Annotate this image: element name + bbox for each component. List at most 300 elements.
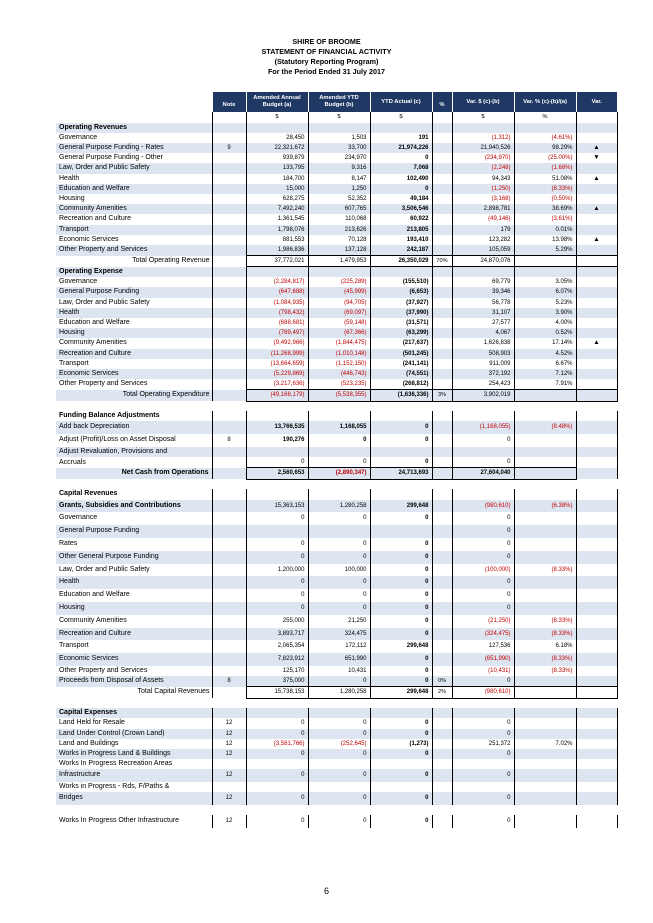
row-note — [212, 225, 246, 235]
row-amended-budget: 13,766,535 — [246, 421, 308, 434]
spacer-row — [56, 401, 617, 411]
table-row — [56, 338, 617, 348]
row-percent — [432, 576, 452, 589]
row-indicator — [576, 245, 617, 256]
row-variance-percent: (6.38%) — [514, 500, 576, 513]
row-ytd-budget: 0 — [308, 538, 370, 551]
row-amended-budget: 2,560,653 — [246, 468, 308, 479]
row-variance-percent: 6.18% — [514, 640, 576, 653]
row-percent — [432, 123, 452, 133]
row-amended-budget: 0 — [246, 589, 308, 602]
row-indicator — [576, 457, 617, 468]
row-ytd-actual: 299,648 — [370, 640, 432, 653]
row-ytd-budget — [308, 759, 370, 769]
row-ytd-budget: 70,128 — [308, 235, 370, 245]
row-variance-percent — [514, 687, 576, 698]
row-note — [212, 349, 246, 359]
row-percent — [432, 792, 452, 805]
row-ytd-actual: 0 — [370, 749, 432, 759]
row-amended-budget: (5,229,869) — [246, 369, 308, 379]
row-ytd-budget: 9,316 — [308, 163, 370, 173]
row-variance-amount: 69,779 — [452, 277, 514, 287]
row-variance-amount: (21,250) — [452, 615, 514, 628]
row-note: 12 — [212, 769, 246, 782]
row-note — [212, 369, 246, 379]
spacer-cell — [452, 805, 514, 815]
row-ytd-budget: 33,700 — [308, 143, 370, 153]
row-variance-amount — [452, 267, 514, 277]
row-variance-percent — [514, 782, 576, 792]
spacer-cell — [212, 698, 246, 708]
row-amended-budget: 37,772,021 — [246, 256, 308, 267]
row-indicator — [576, 602, 617, 615]
row-variance-percent: (8.33%) — [514, 653, 576, 666]
total-row — [56, 390, 617, 401]
row-ytd-actual: (6,653) — [370, 287, 432, 297]
row-label: Health — [56, 308, 212, 318]
row-variance-amount: 123,282 — [452, 235, 514, 245]
row-label: Recreation and Culture — [56, 628, 212, 641]
row-ytd-actual: 7,068 — [370, 163, 432, 173]
row-note — [212, 328, 246, 338]
table-header-row — [56, 92, 617, 112]
table-row — [56, 298, 617, 308]
row-amended-budget: 939,879 — [246, 153, 308, 163]
row-ytd-actual: (501,245) — [370, 349, 432, 359]
row-variance-percent — [514, 769, 576, 782]
row-note — [212, 308, 246, 318]
row-amended-budget: 15,738,153 — [246, 687, 308, 698]
row-label: Health — [56, 576, 212, 589]
table-body — [56, 112, 617, 828]
spacer-cell — [212, 401, 246, 411]
row-variance-percent — [514, 411, 576, 421]
row-amended-budget: 1,200,000 — [246, 564, 308, 577]
row-variance-percent: 17.14% — [514, 338, 576, 348]
header-label-blank — [56, 92, 212, 112]
row-ytd-actual: 193,410 — [370, 235, 432, 245]
spacer-cell — [576, 698, 617, 708]
row-label: Economic Services — [56, 235, 212, 245]
row-variance-amount — [452, 708, 514, 718]
row-percent — [432, 666, 452, 676]
row-variance-percent: 4.00% — [514, 318, 576, 328]
row-percent — [432, 769, 452, 782]
spacer-cell — [370, 698, 432, 708]
row-ytd-actual: (74,551) — [370, 369, 432, 379]
row-ytd-budget: (1,010,148) — [308, 349, 370, 359]
row-label: Bridges — [56, 792, 212, 805]
row-indicator — [576, 576, 617, 589]
row-indicator — [576, 133, 617, 143]
row-ytd-actual: 0 — [370, 538, 432, 551]
row-label: Recreation and Culture — [56, 349, 212, 359]
table-row — [56, 153, 617, 163]
row-variance-percent — [514, 538, 576, 551]
row-note — [212, 235, 246, 245]
row-amended-budget: 22,321,672 — [246, 143, 308, 153]
row-ytd-actual: 0 — [370, 769, 432, 782]
variance-up-icon: ▲ — [576, 204, 617, 214]
row-ytd-budget: 1,479,953 — [308, 256, 370, 267]
row-label: Education and Welfare — [56, 318, 212, 328]
row-variance-percent — [514, 489, 576, 499]
row-percent — [432, 489, 452, 499]
row-label: Other Property and Services — [56, 666, 212, 676]
row-ytd-budget: 110,068 — [308, 214, 370, 224]
row-label: Operating Revenues — [56, 123, 212, 133]
row-percent — [432, 411, 452, 421]
row-amended-budget: (789,497) — [246, 328, 308, 338]
row-ytd-budget: 0 — [308, 729, 370, 739]
row-amended-budget — [246, 759, 308, 769]
table-row — [56, 174, 617, 184]
row-label: Net Cash from Operations — [56, 468, 212, 479]
row-ytd-budget: 0 — [308, 457, 370, 468]
table-row — [56, 589, 617, 602]
row-label: Transport — [56, 640, 212, 653]
table-row — [56, 576, 617, 589]
row-variance-percent: (3.61%) — [514, 214, 576, 224]
row-indicator — [576, 792, 617, 805]
row-note — [212, 163, 246, 173]
row-variance-percent — [514, 589, 576, 602]
table-row — [56, 434, 617, 447]
row-label: Add back Depreciation — [56, 421, 212, 434]
row-ytd-budget: 1,503 — [308, 133, 370, 143]
row-variance-percent: (4.61%) — [514, 133, 576, 143]
row-amended-budget — [246, 447, 308, 457]
row-indicator — [576, 615, 617, 628]
row-amended-budget: 0 — [246, 457, 308, 468]
table-row — [56, 143, 617, 153]
row-variance-amount: 254,423 — [452, 379, 514, 390]
spacer-cell — [246, 698, 308, 708]
table-row — [56, 815, 617, 828]
row-indicator — [576, 123, 617, 133]
header-ytd-actual — [370, 92, 432, 112]
row-ytd-actual: 21,974,226 — [370, 143, 432, 153]
row-label: Adjust Revaluation, Provisions and — [56, 447, 212, 457]
row-label: Community Amenities — [56, 615, 212, 628]
table-row — [56, 729, 617, 739]
variance-up-icon: ▲ — [576, 143, 617, 153]
row-note — [212, 512, 246, 525]
spacer-cell — [56, 698, 212, 708]
row-indicator — [576, 434, 617, 447]
row-note: 12 — [212, 729, 246, 739]
row-variance-percent: (8.33%) — [514, 666, 576, 676]
row-label: Education and Welfare — [56, 184, 212, 194]
spacer-row — [56, 805, 617, 815]
row-label: Governance — [56, 133, 212, 143]
row-ytd-actual: 3,506,546 — [370, 204, 432, 214]
table-row — [56, 602, 617, 615]
row-indicator — [576, 782, 617, 792]
row-label: General Purpose Funding - Other — [56, 153, 212, 163]
row-ytd-actual: (31,571) — [370, 318, 432, 328]
row-ytd-actual: 0 — [370, 551, 432, 564]
row-variance-percent: 5.23% — [514, 298, 576, 308]
table-row — [56, 525, 617, 538]
row-ytd-actual: 299,648 — [370, 500, 432, 513]
row-variance-amount: 2,898,781 — [452, 204, 514, 214]
row-indicator — [576, 256, 617, 267]
row-indicator — [576, 489, 617, 499]
row-percent — [432, 739, 452, 749]
table-row — [56, 739, 617, 749]
variance-up-icon: ▲ — [576, 235, 617, 245]
row-variance-amount: (1,312) — [452, 133, 514, 143]
row-amended-budget — [246, 411, 308, 421]
financial-activity-table — [56, 92, 618, 828]
spacer-cell — [432, 805, 452, 815]
row-variance-amount: 1,626,838 — [452, 338, 514, 348]
row-variance-amount: 24,870,076 — [452, 256, 514, 267]
table-row — [56, 235, 617, 245]
table-row — [56, 379, 617, 390]
row-ytd-actual: 102,490 — [370, 174, 432, 184]
row-amended-budget — [246, 782, 308, 792]
row-label: Other Property and Services — [56, 245, 212, 256]
row-note: 12 — [212, 792, 246, 805]
row-label: Operating Expense — [56, 267, 212, 277]
row-percent — [432, 277, 452, 287]
row-ytd-actual — [370, 123, 432, 133]
report-period: For the Period Ended 31 July 2017 — [267, 67, 386, 76]
row-amended-budget: 2,065,354 — [246, 640, 308, 653]
row-label: Grants, Subsidies and Contributions — [56, 500, 212, 513]
table-row — [56, 287, 617, 297]
spacer-cell — [514, 479, 576, 489]
row-note — [212, 653, 246, 666]
row-amended-budget — [246, 708, 308, 718]
row-variance-amount — [452, 759, 514, 769]
row-indicator — [576, 564, 617, 577]
row-variance-percent: 98.29% — [514, 143, 576, 153]
row-note: 12 — [212, 815, 246, 828]
row-ytd-actual: 0 — [370, 457, 432, 468]
row-label: Housing — [56, 194, 212, 204]
row-variance-amount: 0 — [452, 602, 514, 615]
row-indicator — [576, 759, 617, 769]
row-percent: 70% — [432, 256, 452, 267]
row-variance-amount: (234,970) — [452, 153, 514, 163]
row-label: Funding Balance Adjustments — [56, 411, 212, 421]
row-note — [212, 500, 246, 513]
row-amended-budget: (1,084,935) — [246, 298, 308, 308]
row-label: Housing — [56, 602, 212, 615]
table-row — [56, 538, 617, 551]
row-note — [212, 245, 246, 256]
row-ytd-actual: (241,141) — [370, 359, 432, 369]
table-row — [56, 628, 617, 641]
row-variance-percent: 0.52% — [514, 328, 576, 338]
row-indicator — [576, 369, 617, 379]
row-ytd-actual — [370, 782, 432, 792]
row-variance-amount: 0 — [452, 729, 514, 739]
row-variance-amount: 27,604,040 — [452, 468, 514, 479]
table-row — [56, 512, 617, 525]
row-variance-amount: (100,000) — [452, 564, 514, 577]
row-ytd-actual: 0 — [370, 718, 432, 728]
row-ytd-actual: 0 — [370, 589, 432, 602]
row-ytd-actual: 60,922 — [370, 214, 432, 224]
unit-budget: $ — [246, 112, 308, 122]
row-percent — [432, 338, 452, 348]
row-ytd-actual: 299,648 — [370, 687, 432, 698]
row-ytd-actual: 0 — [370, 676, 432, 687]
row-percent — [432, 369, 452, 379]
row-label: Accruals — [56, 457, 212, 468]
row-indicator — [576, 359, 617, 369]
row-indicator — [576, 525, 617, 538]
variance-up-icon: ▲ — [576, 338, 617, 348]
row-percent — [432, 235, 452, 245]
row-label: Economic Services — [56, 653, 212, 666]
row-note — [212, 687, 246, 698]
row-amended-budget: 184,700 — [246, 174, 308, 184]
spacer-cell — [432, 698, 452, 708]
row-ytd-budget: (2,890,347) — [308, 468, 370, 479]
spacer-cell — [452, 401, 514, 411]
row-ytd-budget: 0 — [308, 551, 370, 564]
row-variance-percent: (8.48%) — [514, 421, 576, 434]
row-percent — [432, 287, 452, 297]
row-amended-budget: 0 — [246, 718, 308, 728]
row-variance-amount: (980,610) — [452, 500, 514, 513]
row-variance-amount: 0 — [452, 718, 514, 728]
table-row — [56, 421, 617, 434]
row-ytd-budget: 1,250 — [308, 184, 370, 194]
row-percent — [432, 512, 452, 525]
row-label: Land Held for Resale — [56, 718, 212, 728]
row-amended-budget: (11,268,999) — [246, 349, 308, 359]
spacer-cell — [370, 805, 432, 815]
unit-var-pct: % — [514, 112, 576, 122]
header-amended-ytd-budget — [308, 92, 370, 112]
row-variance-percent — [514, 512, 576, 525]
row-label: Governance — [56, 512, 212, 525]
row-variance-percent: (8.33%) — [514, 615, 576, 628]
row-ytd-budget: 8,147 — [308, 174, 370, 184]
row-ytd-actual: (1,273) — [370, 739, 432, 749]
row-percent — [432, 153, 452, 163]
row-variance-percent — [514, 551, 576, 564]
row-label: Health — [56, 174, 212, 184]
row-amended-budget: 0 — [246, 769, 308, 782]
row-variance-percent: 13.98% — [514, 235, 576, 245]
row-indicator — [576, 411, 617, 421]
row-label: Law, Order and Public Safety — [56, 564, 212, 577]
table-row — [56, 749, 617, 759]
row-percent — [432, 640, 452, 653]
row-percent — [432, 551, 452, 564]
row-amended-budget — [246, 267, 308, 277]
row-amended-budget: 0 — [246, 749, 308, 759]
table-row — [56, 277, 617, 287]
unit-ytd-actual: $ — [370, 112, 432, 122]
row-indicator — [576, 749, 617, 759]
row-variance-percent — [514, 749, 576, 759]
row-label: Economic Services — [56, 369, 212, 379]
row-label: Other Property and Services — [56, 379, 212, 390]
row-amended-budget: 1,361,545 — [246, 214, 308, 224]
row-amended-budget: 7,492,240 — [246, 204, 308, 214]
row-label: Works In Progress Recreation Areas — [56, 759, 212, 769]
row-amended-budget: 1,986,836 — [246, 245, 308, 256]
row-ytd-budget: 0 — [308, 792, 370, 805]
row-ytd-budget: 0 — [308, 434, 370, 447]
row-amended-budget: 0 — [246, 602, 308, 615]
table-row — [56, 769, 617, 782]
row-label: Transport — [56, 359, 212, 369]
row-ytd-budget: 10,431 — [308, 666, 370, 676]
row-percent — [432, 564, 452, 577]
row-note: 8 — [212, 434, 246, 447]
row-variance-amount: 911,009 — [452, 359, 514, 369]
row-indicator — [576, 815, 617, 828]
row-indicator — [576, 739, 617, 749]
spacer-cell — [432, 401, 452, 411]
row-variance-amount: 0 — [452, 525, 514, 538]
row-indicator — [576, 421, 617, 434]
row-variance-percent — [514, 676, 576, 687]
row-ytd-budget: (446,743) — [308, 369, 370, 379]
row-ytd-budget: 137,128 — [308, 245, 370, 256]
row-amended-budget: 133,795 — [246, 163, 308, 173]
row-variance-amount — [452, 447, 514, 457]
row-ytd-budget: 607,765 — [308, 204, 370, 214]
row-note — [212, 204, 246, 214]
row-amended-budget: 125,170 — [246, 666, 308, 676]
row-amended-budget: 0 — [246, 815, 308, 828]
row-variance-percent: (0.50%) — [514, 194, 576, 204]
row-indicator — [576, 214, 617, 224]
row-variance-amount: 27,577 — [452, 318, 514, 328]
row-indicator — [576, 687, 617, 698]
report-entity-title: SHIRE OF BROOME — [292, 37, 361, 46]
row-variance-percent: 3.05% — [514, 277, 576, 287]
row-variance-amount: 4,067 — [452, 328, 514, 338]
row-ytd-budget: (59,148) — [308, 318, 370, 328]
row-ytd-actual — [370, 759, 432, 769]
spacer-cell — [308, 698, 370, 708]
total-row — [56, 256, 617, 267]
row-indicator — [576, 653, 617, 666]
table-row — [56, 759, 617, 769]
row-ytd-budget: (67,366) — [308, 328, 370, 338]
row-percent — [432, 602, 452, 615]
row-variance-percent — [514, 576, 576, 589]
row-variance-amount: 0 — [452, 749, 514, 759]
row-ytd-budget: 0 — [308, 676, 370, 687]
row-label: Transport — [56, 225, 212, 235]
row-indicator — [576, 589, 617, 602]
row-ytd-actual — [370, 411, 432, 421]
row-percent — [432, 525, 452, 538]
row-label: Total Operating Expenditure — [56, 390, 212, 401]
row-note — [212, 551, 246, 564]
row-amended-budget: 15,363,153 — [246, 500, 308, 513]
row-amended-budget: (3,581,766) — [246, 739, 308, 749]
row-percent — [432, 174, 452, 184]
row-percent — [432, 328, 452, 338]
row-indicator — [576, 628, 617, 641]
row-ytd-budget — [308, 123, 370, 133]
row-variance-amount: 0 — [452, 815, 514, 828]
row-variance-percent: 7.91% — [514, 379, 576, 390]
